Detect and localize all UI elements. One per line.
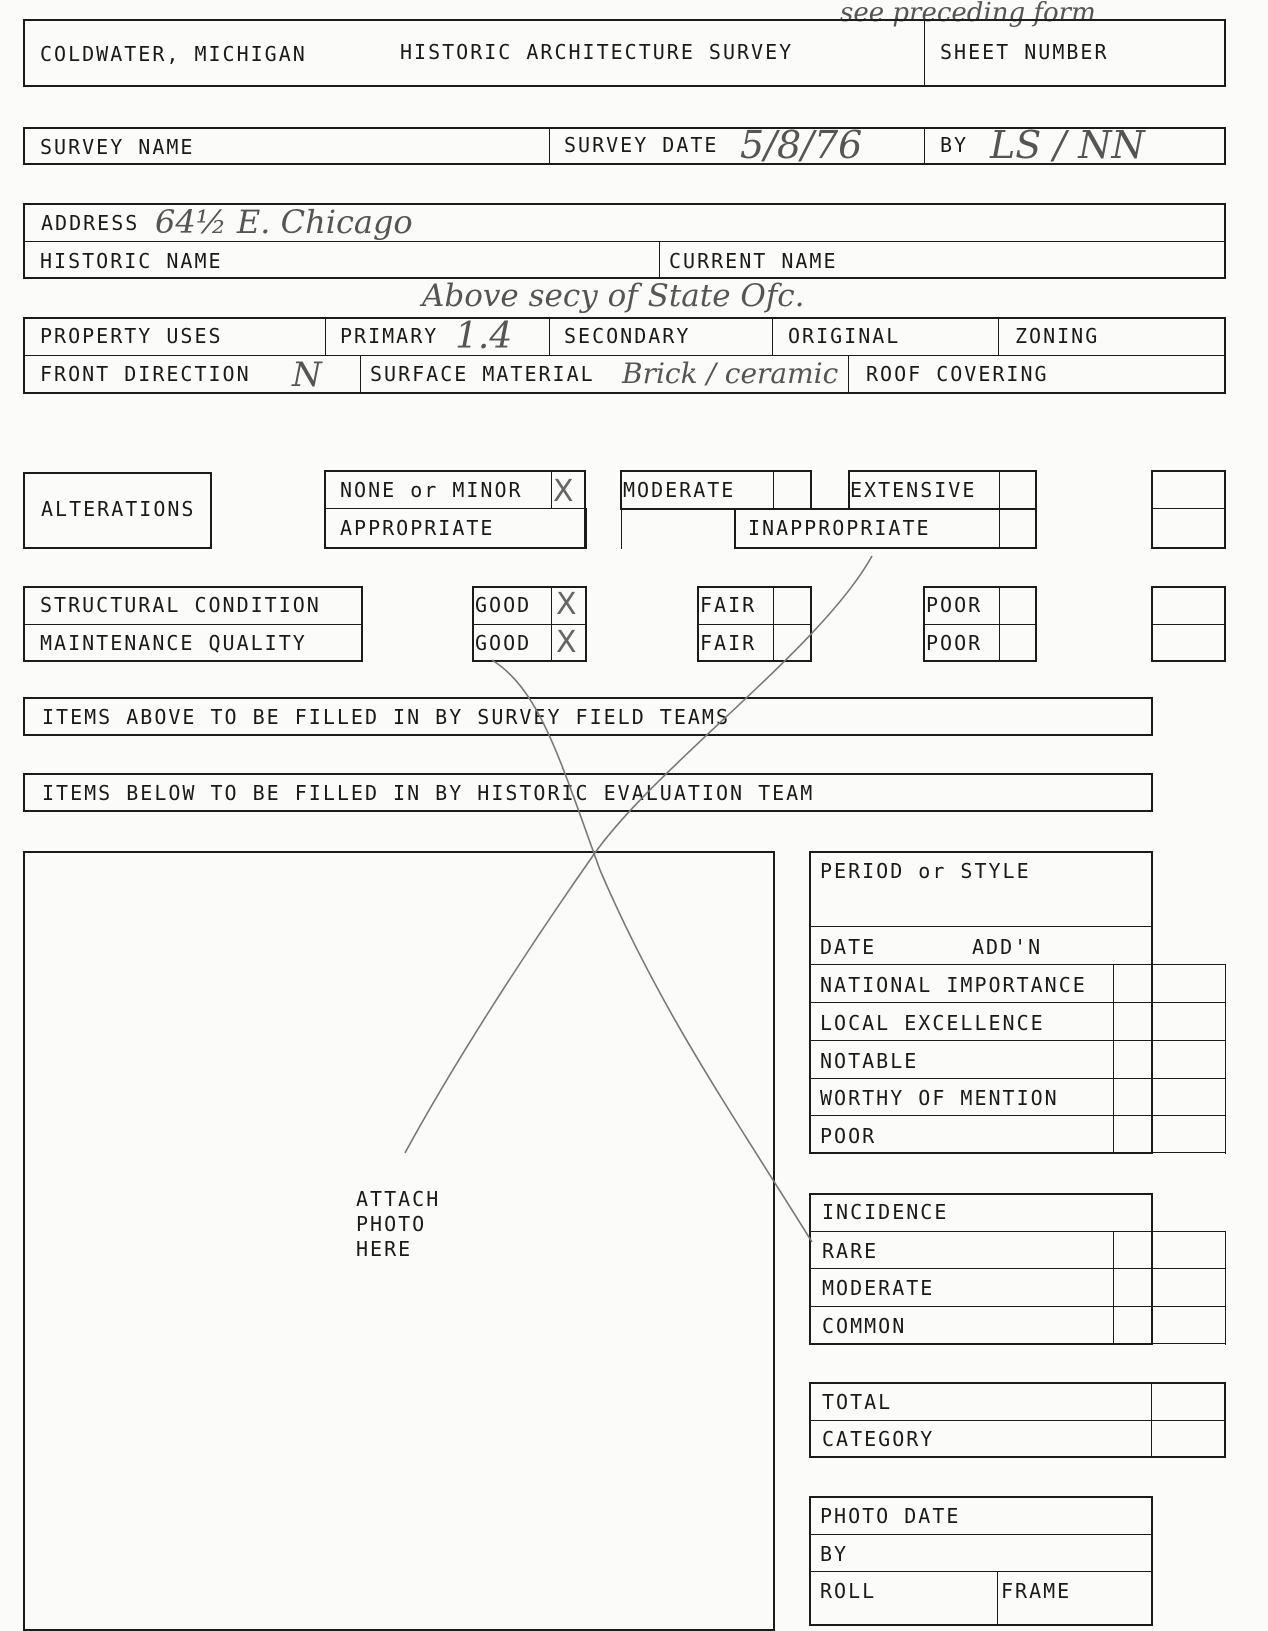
- date-label: DATE: [820, 935, 877, 959]
- structural-good-check: X: [556, 587, 577, 622]
- by-value: LS / NN: [990, 123, 1145, 167]
- maintenance-poor-label: POOR: [926, 631, 983, 655]
- structural-good-label: GOOD: [475, 593, 532, 617]
- alterations-label: ALTERATIONS: [41, 497, 196, 521]
- maintenance-good-check: X: [556, 625, 577, 660]
- maintenance-good-label: GOOD: [475, 631, 532, 655]
- common-label: COMMON: [822, 1314, 907, 1338]
- historic-name-label: HISTORIC NAME: [40, 249, 223, 273]
- current-name-label: CURRENT NAME: [669, 249, 838, 273]
- incidence-label: INCIDENCE: [822, 1200, 949, 1224]
- attach-photo-line1: ATTACH: [356, 1187, 441, 1211]
- address-value: 64½ E. Chicago: [155, 203, 413, 241]
- photo-by-label: BY: [820, 1542, 849, 1566]
- worthy-of-mention-label: WORTHY OF MENTION: [820, 1086, 1059, 1110]
- survey-name-label: SURVEY NAME: [40, 135, 195, 159]
- none-minor-check: X: [553, 474, 574, 509]
- local-excellence-label: LOCAL EXCELLENCE: [820, 1011, 1045, 1035]
- structural-fair-label: FAIR: [700, 593, 757, 617]
- attach-photo-line2: PHOTO: [356, 1212, 427, 1236]
- maintenance-fair-label: FAIR: [700, 631, 757, 655]
- roof-covering-label: ROOF COVERING: [866, 362, 1049, 386]
- incidence-moderate-label: MODERATE: [822, 1276, 935, 1300]
- sheet-number-label: SHEET NUMBER: [940, 40, 1109, 64]
- notice-above: ITEMS ABOVE TO BE FILLED IN BY SURVEY FIELD TEAMS: [42, 705, 731, 729]
- front-direction-value: N: [292, 355, 322, 395]
- evaluation-poor-label: POOR: [820, 1124, 877, 1148]
- surface-material-label: SURFACE MATERIAL: [370, 362, 595, 386]
- structural-condition-label: STRUCTURAL CONDITION: [40, 593, 321, 617]
- alterations-score-box: [1151, 470, 1226, 549]
- frame-label: FRAME: [1001, 1579, 1072, 1603]
- moderate-label: MODERATE: [623, 478, 736, 502]
- addn-label: ADD'N: [972, 935, 1043, 959]
- extensive-label: EXTENSIVE: [850, 478, 977, 502]
- total-label: TOTAL: [822, 1390, 893, 1414]
- national-importance-label: NATIONAL IMPORTANCE: [820, 973, 1087, 997]
- survey-date-value: 5/8/76: [740, 123, 863, 167]
- period-style-label: PERIOD or STYLE: [820, 859, 1031, 883]
- original-label: ORIGINAL: [788, 324, 901, 348]
- zoning-label: ZONING: [1015, 324, 1100, 348]
- address-label: ADDRESS: [41, 211, 140, 235]
- appropriate-label: APPROPRIATE: [340, 516, 495, 540]
- inappropriate-label: INAPPROPRIATE: [748, 516, 931, 540]
- survey-date-label: SURVEY DATE: [564, 133, 719, 157]
- none-minor-label: NONE or MINOR: [340, 478, 523, 502]
- primary-label: PRIMARY: [340, 324, 439, 348]
- roll-label: ROLL: [820, 1579, 877, 1603]
- category-label: CATEGORY: [822, 1427, 935, 1451]
- property-uses-label: PROPERTY USES: [40, 324, 223, 348]
- margin-note: see preceding form: [840, 0, 1096, 28]
- above-office-note: Above secy of State Ofc.: [422, 278, 805, 314]
- notable-label: NOTABLE: [820, 1049, 919, 1073]
- front-direction-label: FRONT DIRECTION: [40, 362, 251, 386]
- rare-label: RARE: [822, 1239, 879, 1263]
- by-label: BY: [940, 133, 969, 157]
- secondary-label: SECONDARY: [564, 324, 691, 348]
- maintenance-quality-label: MAINTENANCE QUALITY: [40, 631, 307, 655]
- photo-date-label: PHOTO DATE: [820, 1504, 961, 1528]
- attach-photo-line3: HERE: [356, 1237, 413, 1261]
- notice-below: ITEMS BELOW TO BE FILLED IN BY HISTORIC EVALUATION TEAM: [42, 781, 815, 805]
- city-label: COLDWATER, MICHIGAN: [40, 42, 307, 66]
- form-title: HISTORIC ARCHITECTURE SURVEY: [400, 40, 794, 64]
- primary-value: 1.4: [455, 316, 513, 357]
- structural-poor-label: POOR: [926, 593, 983, 617]
- surface-material-value: Brick / ceramic: [622, 357, 839, 390]
